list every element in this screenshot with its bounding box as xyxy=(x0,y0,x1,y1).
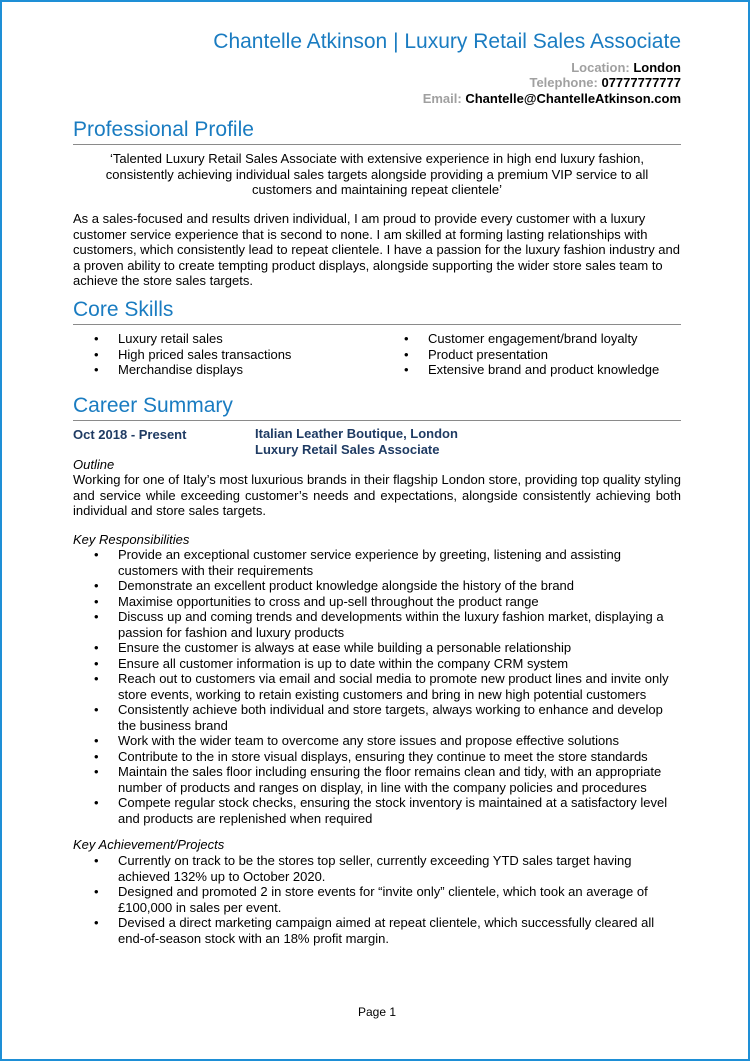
skill-label: High priced sales transactions xyxy=(118,346,292,362)
list-item xyxy=(73,884,683,915)
list-item xyxy=(73,702,683,733)
responsibility-text: Ensure the customer is always at ease while building a personable relationship xyxy=(118,640,572,655)
responsibility-text: Work with the wider team to overcome any store issues and propose effective solutions xyxy=(118,733,619,748)
outline-label: Outline xyxy=(73,457,115,472)
skill-label: Customer engagement/brand loyalty xyxy=(428,331,638,346)
responsibility-text: Provide an exceptional customer service experience by greeting, listening and assisting customers with their requirements xyxy=(118,547,621,578)
telephone-label: Telephone: xyxy=(529,75,598,90)
bullet-icon: • xyxy=(94,748,99,764)
bullet-icon: • xyxy=(94,362,99,377)
responsibility-text: Maintain the sales floor including ensuring the floor remains clean and tidy, with an appropriate number of products and ranges on display, in line with the company policies and procedures xyxy=(118,764,662,795)
list-item xyxy=(73,640,683,656)
skill-label: Merchandise displays xyxy=(118,362,244,377)
bullet-icon: • xyxy=(94,671,99,686)
list-item xyxy=(73,795,683,826)
bullet-icon: • xyxy=(94,593,99,609)
bullet-icon: • xyxy=(404,331,409,346)
location-label: Location: xyxy=(571,60,630,75)
company-name: Italian Leather Boutique, London xyxy=(255,426,458,441)
bullet-icon: • xyxy=(94,578,99,593)
location-value: London xyxy=(633,60,681,75)
contact-telephone xyxy=(71,74,681,91)
list-item xyxy=(73,656,683,672)
bullet-icon: • xyxy=(404,362,409,377)
bullet-icon: • xyxy=(94,795,99,810)
profile-body: As a sales-focused and results driven individual, I am proud to provide every customer with a luxury customer service experience that is second to none. I am skilled at forming lasting relationships with customers, which consistently lead to repeat clientele. I have a passion for the luxury fashion industry and a proven ability to create tempting product displays, alongside supporting the wider store sales team to achieve the store sales targets. xyxy=(73,211,680,288)
skill-label: Product presentation xyxy=(428,346,548,362)
list-item xyxy=(383,362,683,378)
bullet-icon: • xyxy=(94,609,99,624)
profile-quote: ‘Talented Luxury Retail Sales Associate with extensive experience in high end luxury fashion, consistently achieving individual sales targets alongside providing a premium VIP service to all customers and maintaining repeat clientele’ xyxy=(105,151,649,197)
role-date: Oct 2018 - Present xyxy=(73,427,187,442)
responsibility-text: Demonstrate an excellent product knowledge alongside the history of the brand xyxy=(118,578,575,593)
email-label: Email: xyxy=(422,91,462,106)
list-item xyxy=(73,594,683,610)
responsibility-text: Discuss up and coming trends and developments within the luxury fashion market, displaying a passion for fashion and luxury products xyxy=(118,609,664,640)
outline-text: Working for one of Italy’s most luxurious brands in their flagship London store, providing top quality styling and service while exceeding customer’s needs and expectations, alongside consistently achieving both individual and store sales targets. xyxy=(73,472,681,518)
list-item xyxy=(73,578,683,594)
bullet-icon: • xyxy=(94,884,99,899)
bullet-icon: • xyxy=(94,702,99,717)
skill-label: Luxury retail sales xyxy=(118,331,223,346)
bullet-icon: • xyxy=(94,733,99,748)
responsibilities-label: Key Responsibilities xyxy=(73,532,190,547)
list-item xyxy=(73,749,683,765)
list-item xyxy=(73,362,373,378)
contact-email xyxy=(71,90,681,107)
bullet-icon: • xyxy=(94,331,99,346)
achievements-list xyxy=(73,853,683,946)
responsibility-text: Ensure all customer information is up to date within the company CRM system xyxy=(118,655,569,671)
achievement-text: Devised a direct marketing campaign aimed at repeat clientele, which successfully cleared all end-of-season stock with an 18% profit margin. xyxy=(118,915,655,946)
list-item xyxy=(73,547,683,578)
bullet-icon: • xyxy=(94,853,99,868)
skills-heading: Core Skills xyxy=(73,298,681,325)
name-title: Chantelle Atkinson | Luxury Retail Sales Associate xyxy=(213,30,681,53)
skill-label: Extensive brand and product knowledge xyxy=(428,362,660,377)
profile-heading: Professional Profile xyxy=(73,118,681,145)
career-heading: Career Summary xyxy=(73,394,681,421)
achievement-text: Currently on track to be the stores top seller, currently exceeding YTD sales target having achieved 132% up to October 2020. xyxy=(118,853,632,884)
achievements-label: Key Achievement/Projects xyxy=(73,837,225,852)
bullet-icon: • xyxy=(94,547,99,562)
list-item xyxy=(383,347,683,363)
responsibilities-list xyxy=(73,547,683,826)
telephone-value: 07777777777 xyxy=(601,75,681,90)
responsibility-text: Compete regular stock checks, ensuring the stock inventory is maintained at a satisfactory level and products are replenished when required xyxy=(118,795,668,826)
role-title: Luxury Retail Sales Associate xyxy=(255,441,440,457)
list-item xyxy=(73,671,683,702)
responsibility-text: Maximise opportunities to cross and up-sell throughout the product range xyxy=(118,593,539,609)
responsibility-text: Consistently achieve both individual and store targets, always working to enhance and develop the business brand xyxy=(118,702,663,733)
list-item xyxy=(73,733,683,749)
list-item xyxy=(73,853,683,884)
list-item xyxy=(73,347,373,363)
skills-list-right xyxy=(383,331,683,378)
bullet-icon: • xyxy=(94,764,99,779)
bullet-icon: • xyxy=(94,640,99,655)
list-item xyxy=(73,331,373,347)
responsibility-text: Reach out to customers via email and social media to promote new product lines and invite only store events, working to retain existing customers and bring in new high potential customers xyxy=(118,671,669,702)
list-item xyxy=(73,764,683,795)
email-value: Chantelle@ChantelleAtkinson.com xyxy=(465,91,681,106)
page-number: Page 1 xyxy=(357,1005,397,1019)
bullet-icon: • xyxy=(94,915,99,930)
bullet-icon: • xyxy=(94,346,99,362)
bullet-icon: • xyxy=(404,346,409,362)
list-item xyxy=(383,331,683,347)
list-item xyxy=(73,915,683,946)
responsibility-text: Contribute to the in store visual displays, ensuring they continue to meet the store standards xyxy=(118,748,648,764)
role-company-block xyxy=(255,426,458,457)
bullet-icon: • xyxy=(94,655,99,671)
list-item xyxy=(73,609,683,640)
achievement-text: Designed and promoted 2 in store events for “invite only” clientele, which took an average of £100,000 in sales per event. xyxy=(118,884,648,915)
skills-list-left xyxy=(73,331,373,378)
